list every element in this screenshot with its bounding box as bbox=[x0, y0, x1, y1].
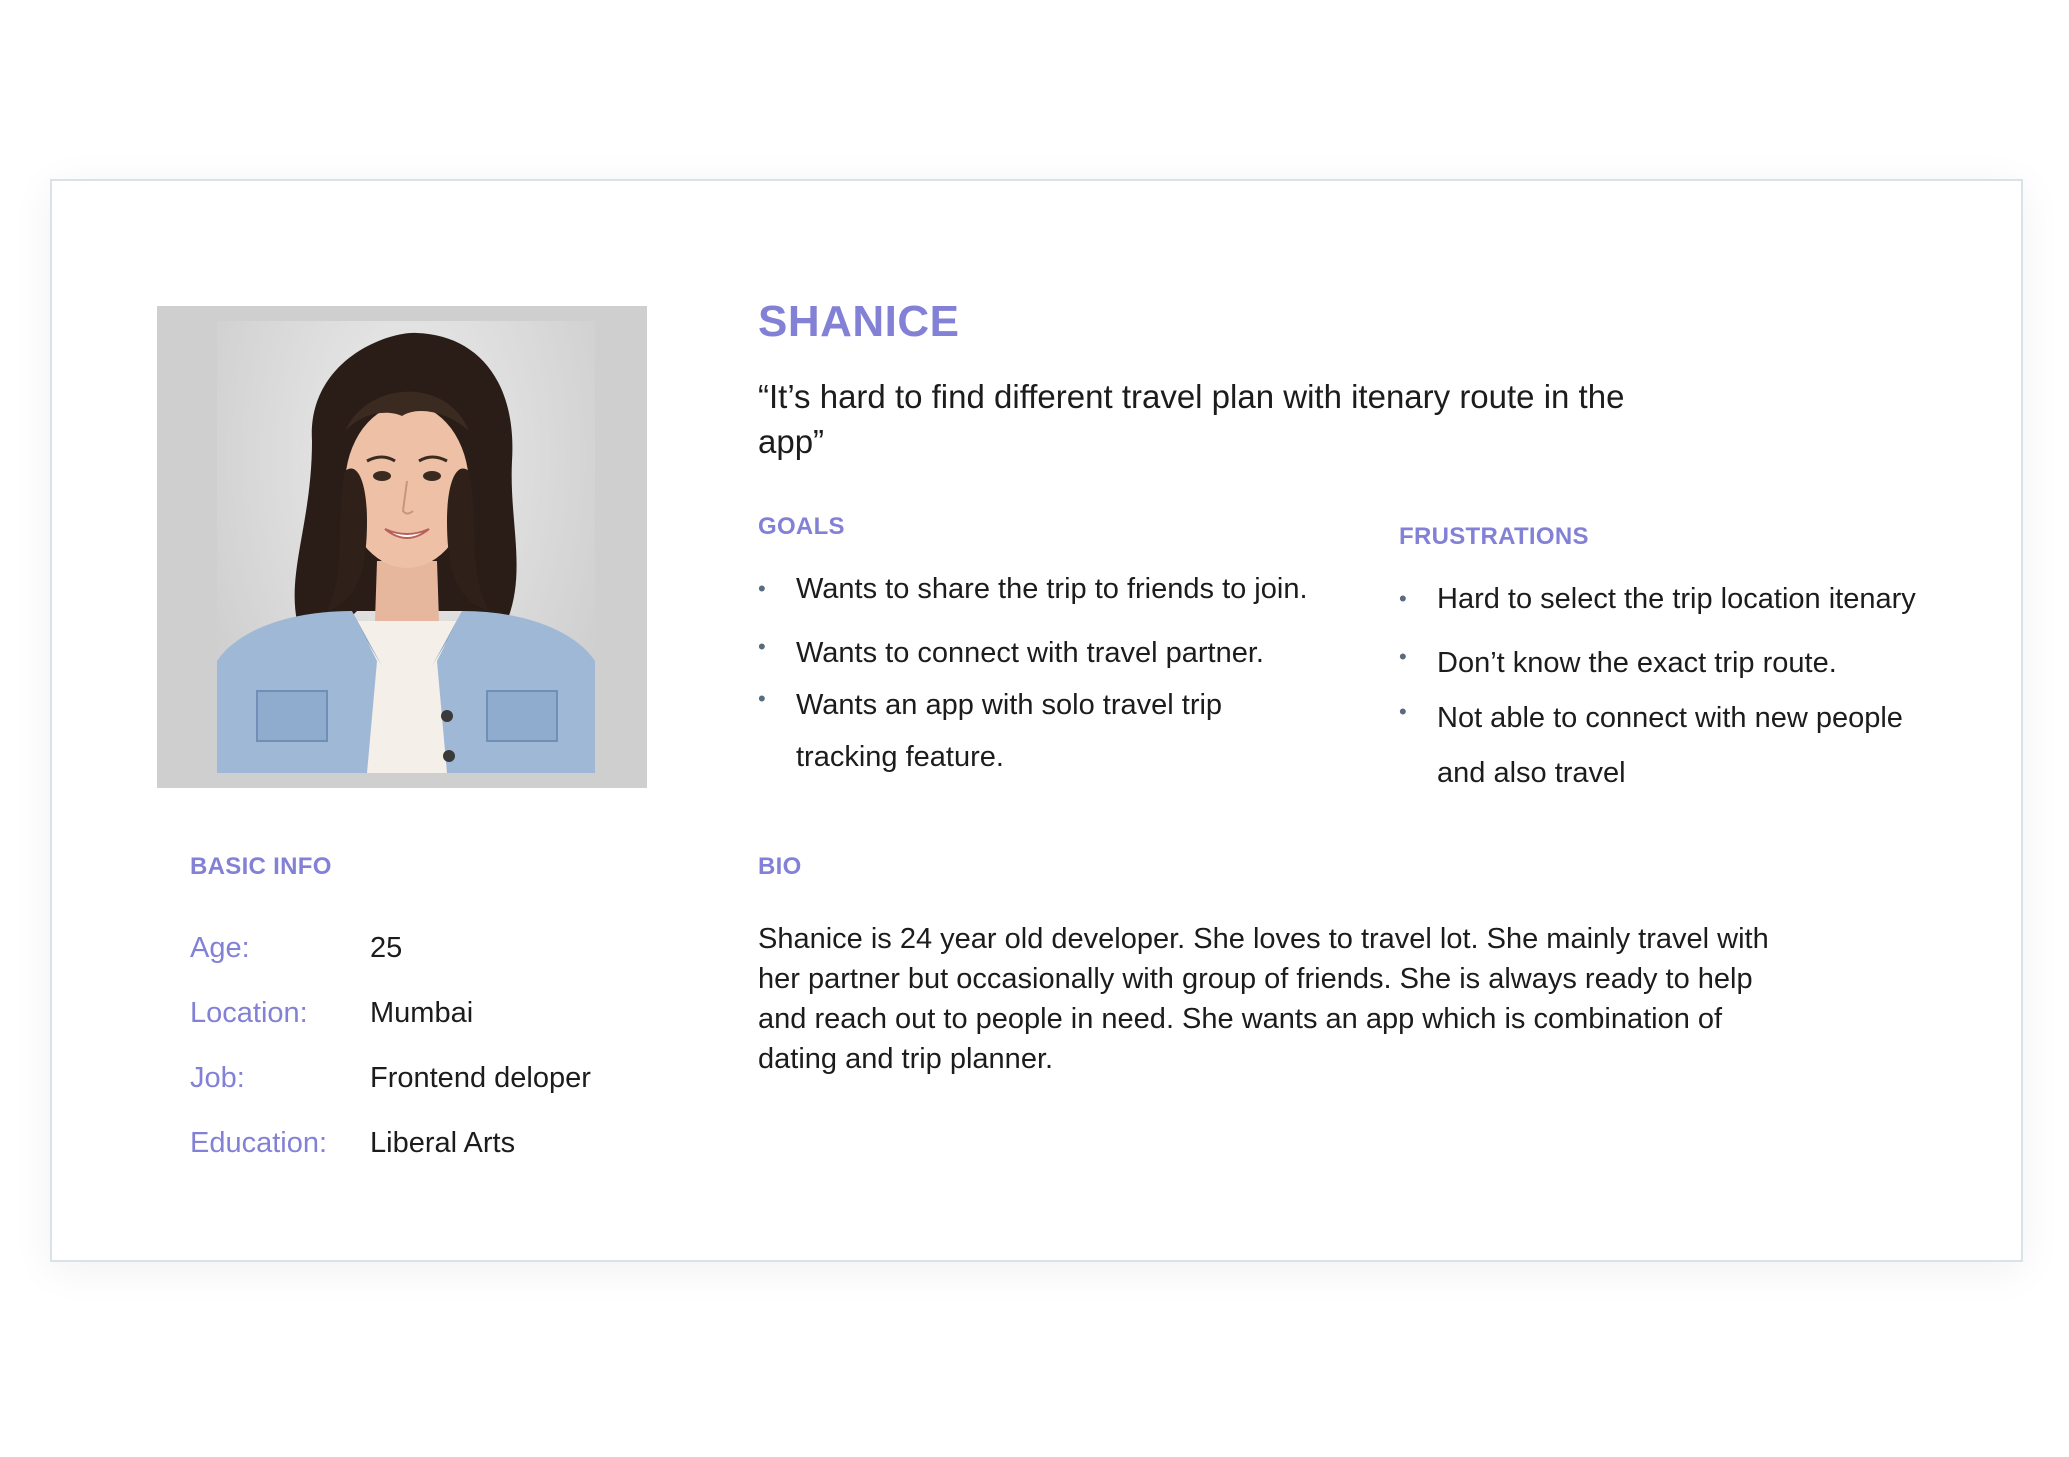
bullet-icon: • bbox=[758, 686, 766, 711]
frustrations-item: • Not able to connect with new people bbox=[1399, 692, 1903, 744]
bio-text: Shanice is 24 year old developer. She loves to travel lot. She mainly travel with her partner but occasionally with group of friends. She is always ready to help and reach out to people in need. She wants an app which is combination of dating and trip planner. bbox=[758, 923, 1769, 1075]
bullet-icon: • bbox=[1399, 644, 1407, 669]
goals-item-continuation: tracking feature. bbox=[796, 741, 1004, 773]
bio-heading: BIO bbox=[758, 853, 802, 880]
info-label: Job: bbox=[190, 1062, 245, 1094]
goals-heading: GOALS bbox=[758, 513, 845, 540]
frustrations-list bbox=[1399, 573, 1979, 803]
bullet-icon: • bbox=[1399, 586, 1407, 611]
goals-item: • Wants an app with solo travel trip bbox=[758, 679, 1222, 731]
bullet-icon: • bbox=[758, 576, 766, 601]
bullet-icon: • bbox=[758, 634, 766, 659]
info-value: Liberal Arts bbox=[370, 1127, 516, 1159]
persona-quote: “It’s hard to find different travel plan with itenary route in the app” bbox=[758, 378, 1625, 460]
persona-card bbox=[50, 179, 2023, 1262]
frustrations-item: • Don’t know the exact trip route. bbox=[1399, 637, 1837, 689]
basic-info-heading: BASIC INFO bbox=[190, 853, 332, 880]
info-label: Age: bbox=[190, 932, 250, 964]
info-value: Mumbai bbox=[370, 997, 474, 1029]
frustrations-item: • Hard to select the trip location itenary bbox=[1399, 573, 1916, 625]
frustrations-item-continuation: and also travel bbox=[1437, 757, 1626, 789]
goals-item: • Wants to connect with travel partner. bbox=[758, 627, 1264, 679]
info-value: 25 bbox=[370, 932, 403, 964]
persona-name: SHANICE bbox=[758, 297, 960, 346]
info-value: Frontend deloper bbox=[370, 1062, 591, 1094]
goals-list bbox=[758, 563, 1358, 783]
portrait-illustration bbox=[217, 321, 595, 773]
frustrations-heading: FRUSTRATIONS bbox=[1399, 523, 1589, 550]
portrait-image bbox=[217, 321, 595, 773]
info-label: Education: bbox=[190, 1127, 328, 1159]
goals-item: • Wants to share the trip to friends to join. bbox=[758, 563, 1308, 615]
info-label: Location: bbox=[190, 997, 308, 1029]
persona-photo bbox=[157, 306, 647, 788]
bullet-icon: • bbox=[1399, 699, 1407, 724]
